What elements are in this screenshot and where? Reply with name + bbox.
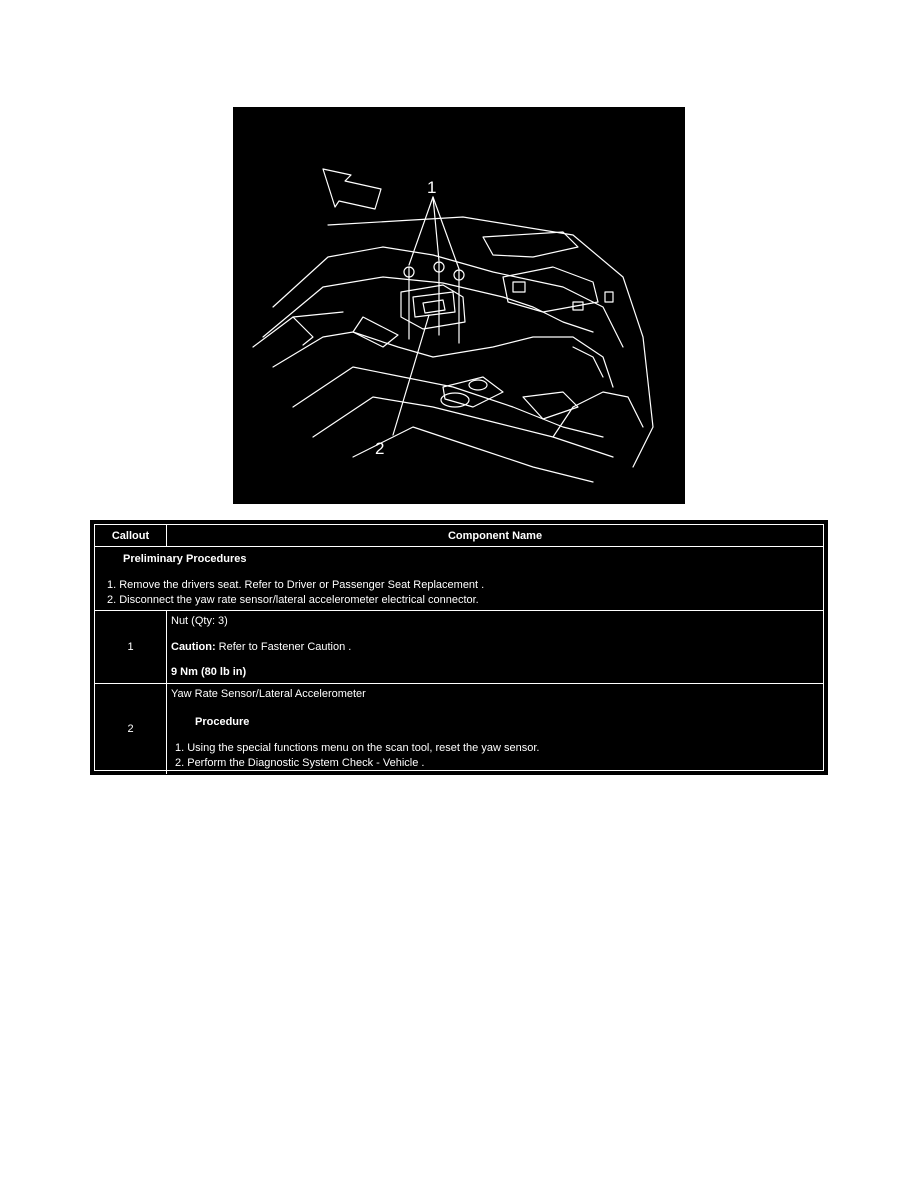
header-component-name: Component Name <box>447 529 543 542</box>
component-name: Nut (Qty: 3) <box>171 615 228 627</box>
table-row <box>95 684 823 774</box>
caution-line <box>171 641 351 653</box>
callout-label-2: 2 <box>375 439 385 458</box>
callout-label-1: 1 <box>427 178 437 197</box>
procedure-title: Procedure <box>195 716 250 728</box>
table-header-row <box>95 525 823 547</box>
row-callout: 2 <box>95 684 167 774</box>
row-callout: 1 <box>95 611 167 683</box>
preliminary-step: 2. Disconnect the yaw rate sensor/lateral accelerometer electrical connector. <box>107 594 479 606</box>
row-component <box>167 611 823 683</box>
forward-arrow-icon <box>323 169 381 209</box>
preliminary-step: 1. Remove the drivers seat. Refer to Driver or Passenger Seat Replacement . <box>107 579 485 591</box>
table-body <box>94 524 824 771</box>
floor-pan-drawing <box>233 107 685 504</box>
torque-spec: 9 Nm (80 lb in) <box>171 666 247 678</box>
caution-text: Refer to Fastener Caution . <box>215 641 352 653</box>
row-component <box>167 684 823 774</box>
preliminary-title: Preliminary Procedures <box>123 553 247 565</box>
caution-label: Caution: <box>171 641 216 653</box>
component-table <box>90 520 828 775</box>
procedure-step: 2. Perform the Diagnostic System Check - Vehicle . <box>175 757 425 769</box>
header-callout: Callout <box>95 525 167 546</box>
component-illustration <box>233 107 685 504</box>
procedure-step: 1. Using the special functions menu on the scan tool, reset the yaw sensor. <box>175 742 540 754</box>
component-name: Yaw Rate Sensor/Lateral Accelerometer <box>171 688 366 700</box>
preliminary-procedures-row <box>95 547 823 611</box>
table-row <box>95 611 823 684</box>
